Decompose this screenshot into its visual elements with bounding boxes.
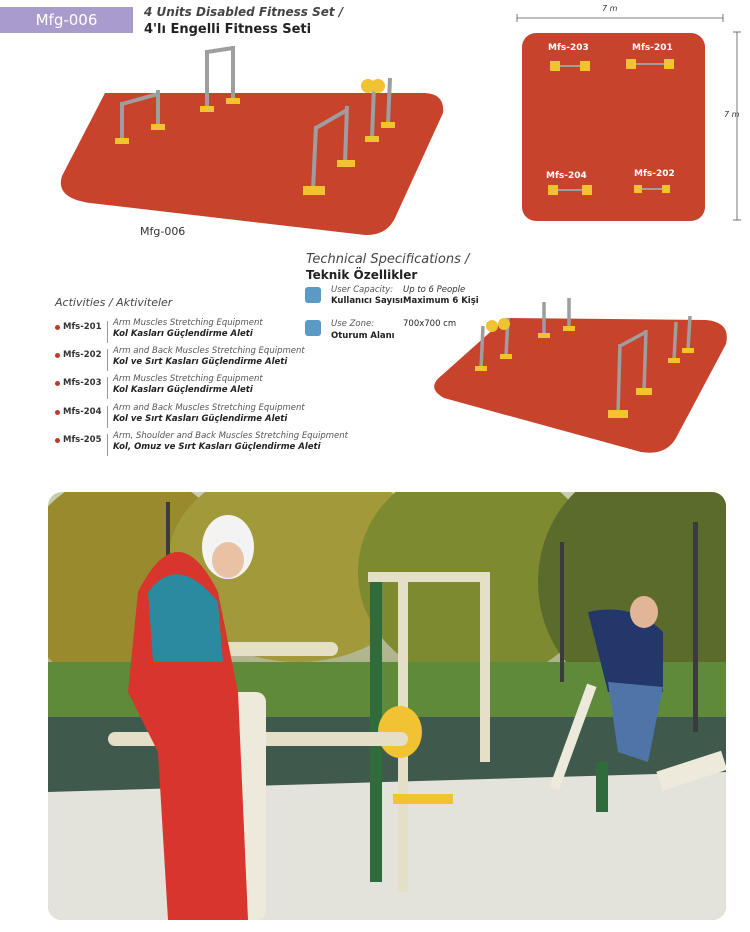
activity-item — [55, 318, 395, 345]
activity-code: Mfs-205 — [63, 435, 102, 445]
bullet-icon — [55, 381, 60, 386]
activity-item — [55, 374, 395, 401]
divider — [107, 321, 108, 343]
activity-turkish: Kol ve Sırt Kasları Güçlendirme Aleti — [113, 414, 288, 424]
bullet-icon — [55, 410, 60, 415]
divider — [107, 377, 108, 399]
divider — [107, 349, 108, 371]
activity-code: Mfs-202 — [63, 350, 102, 360]
activity-english: Arm, Shoulder and Back Muscles Stretching Equipment — [113, 431, 348, 441]
activity-code: Mfs-203 — [63, 378, 102, 388]
capacity-value-en: Up to 6 People — [403, 285, 466, 295]
plan-unit-label: Mfs-204 — [546, 171, 587, 181]
plan-height-label: 7 m — [724, 110, 740, 119]
activity-item — [55, 403, 395, 430]
bullet-icon — [55, 438, 60, 443]
activity-item — [55, 431, 395, 458]
activity-turkish: Kol, Omuz ve Sırt Kasları Güçlendirme Aleti — [113, 442, 321, 452]
activity-english: Arm Muscles Stretching Equipment — [113, 374, 263, 384]
capacity-label-en: User Capacity: — [331, 285, 394, 295]
model-badge: Mfg-006 — [0, 7, 133, 33]
activity-item — [55, 346, 395, 373]
zone-value: 700x700 cm — [403, 319, 457, 329]
park-photo — [48, 492, 726, 920]
activity-turkish: Kol Kasları Güçlendirme Aleti — [113, 385, 253, 395]
activity-english: Arm Muscles Stretching Equipment — [113, 318, 263, 328]
activity-code: Mfs-204 — [63, 407, 102, 417]
height-dimension-line — [733, 30, 741, 224]
plan-unit-label: Mfs-201 — [632, 43, 673, 53]
plan-width-label: 7 m — [602, 4, 618, 13]
zone-label-tr: Oturum Alanı — [331, 331, 395, 341]
plan-view — [522, 33, 705, 221]
divider — [107, 434, 108, 456]
zone-label-en: Use Zone: — [331, 319, 375, 329]
activity-turkish: Kol ve Sırt Kasları Güçlendirme Aleti — [113, 357, 288, 367]
activity-english: Arm and Back Muscles Stretching Equipment — [113, 346, 305, 356]
activity-turkish: Kol Kasları Güçlendirme Aleti — [113, 329, 253, 339]
activity-english: Arm and Back Muscles Stretching Equipment — [113, 403, 305, 413]
plan-unit-label: Mfs-203 — [548, 43, 589, 53]
plan-equipment-marks — [522, 33, 705, 221]
bullet-icon — [55, 353, 60, 358]
user-capacity-icon — [305, 287, 321, 303]
capacity-value-tr: Maximum 6 Kişi — [403, 296, 479, 306]
width-dimension-line — [515, 14, 727, 22]
activity-code: Mfs-201 — [63, 322, 102, 332]
bullet-icon — [55, 325, 60, 330]
plan-unit-label: Mfs-202 — [634, 169, 675, 179]
capacity-label-tr: Kullanıcı Sayısı: — [331, 296, 407, 306]
render-top-left — [50, 38, 450, 238]
render-right — [426, 288, 732, 456]
title-english: 4 Units Disabled Fitness Set / — [144, 5, 344, 19]
park-photo-illustration — [48, 492, 726, 920]
render-caption: Mfg-006 — [140, 225, 186, 238]
title-turkish: 4'lı Engelli Fitness Seti — [144, 22, 312, 37]
divider — [107, 406, 108, 428]
specs-heading-english: Technical Specifications / — [306, 252, 470, 267]
activities-heading: Activities / Aktiviteler — [55, 296, 173, 309]
specs-heading-turkish: Teknik Özellikler — [306, 268, 418, 282]
